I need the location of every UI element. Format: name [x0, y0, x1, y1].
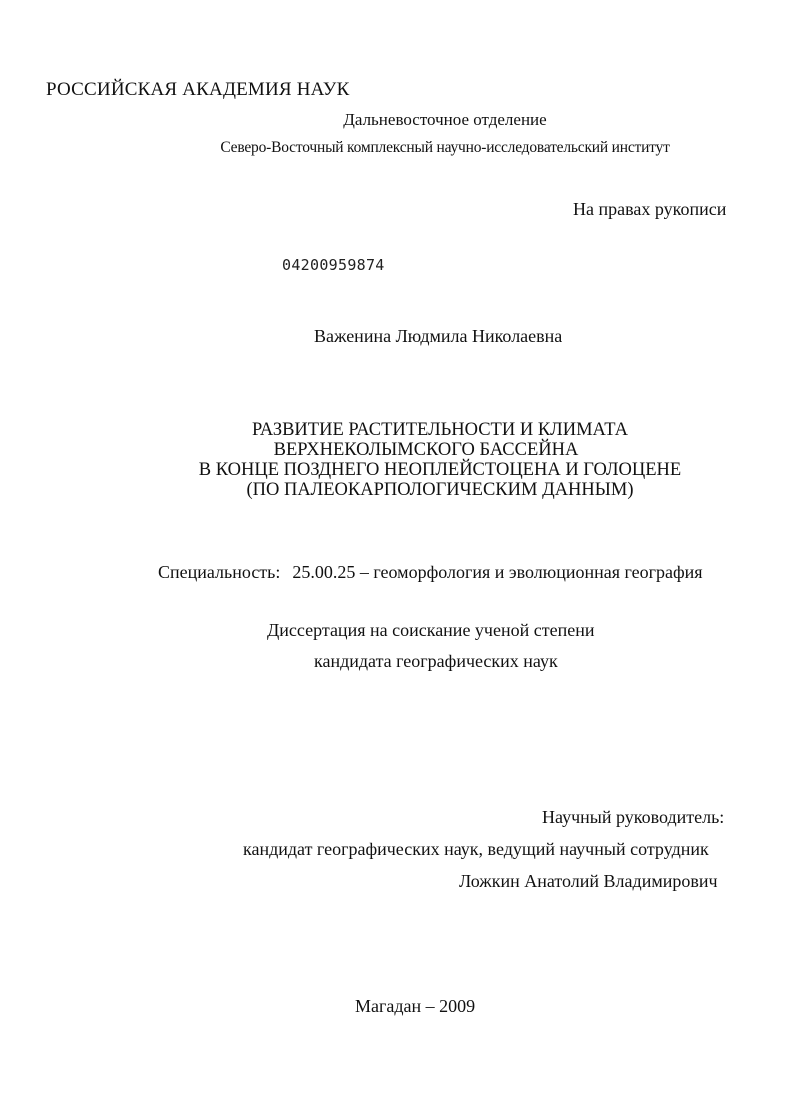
author-name: Важенина Людмила Николаевна: [314, 326, 563, 346]
degree-line-1: Диссертация на соискание ученой степени: [267, 620, 595, 640]
place-and-year: Магадан – 2009: [355, 996, 476, 1016]
dissertation-title: [0, 420, 795, 500]
manuscript-rights-note: На правах рукописи: [573, 199, 727, 219]
title-line-1: РАЗВИТИЕ РАСТИТЕЛЬНОСТИ И КЛИМАТА: [252, 420, 628, 440]
title-line-4: (ПО ПАЛЕОКАРПОЛОГИЧЕСКИМ ДАННЫМ): [246, 480, 634, 500]
degree-line-2: кандидата географических наук: [314, 651, 558, 671]
institute-name: Северо-Восточный комплексный научно-исследовательский институт: [220, 139, 670, 156]
catalog-number-stamp: 04200959874: [282, 256, 385, 274]
academy-name: РОССИЙСКАЯ АКАДЕМИЯ НАУК: [46, 79, 350, 100]
title-line-3: В КОНЦЕ ПОЗДНЕГО НЕОПЛЕЙСТОЦЕНА И ГОЛОЦЕНЕ: [198, 460, 682, 480]
specialty-value: 25.00.25 – геоморфология и эволюционная география: [292, 562, 703, 582]
branch-name: Дальневосточное отделение: [343, 110, 547, 129]
title-line-2: ВЕРХНЕКОЛЫМСКОГО БАССЕЙНА: [273, 440, 579, 460]
specialty-label: Специальность:: [158, 562, 281, 582]
supervisor-label: Научный руководитель:: [542, 807, 725, 827]
supervisor-rank: кандидат географических наук, ведущий научный сотрудник: [243, 839, 709, 859]
specialty-line: [158, 563, 703, 581]
supervisor-name: Ложкин Анатолий Владимирович: [459, 871, 718, 891]
